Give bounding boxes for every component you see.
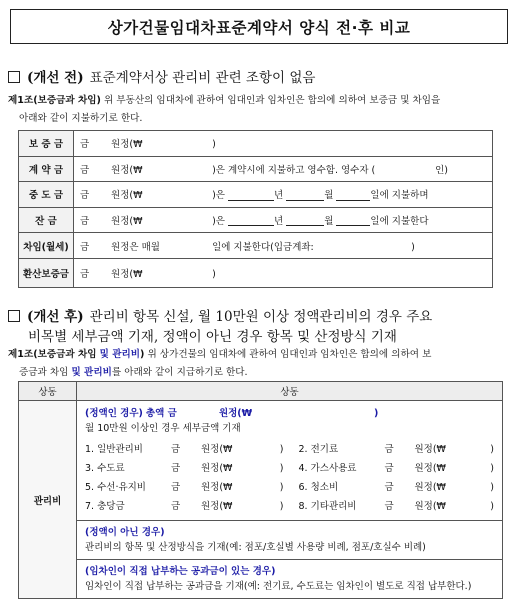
fixed-total-label: 총액 금	[145, 408, 177, 419]
cell-text: )은	[212, 190, 225, 202]
fee-item-close: )	[279, 501, 284, 512]
fee-item-unit: 금	[171, 482, 181, 493]
fee-item	[290, 459, 495, 478]
header-left: 상동	[19, 382, 77, 401]
cell-text: 금	[80, 215, 90, 227]
blank-line	[228, 216, 274, 226]
table-row	[19, 207, 493, 233]
fee-item	[290, 497, 495, 516]
cell-text: 일에 지불한다	[370, 215, 429, 227]
fee-item-name: 8. 기타관리비	[298, 501, 357, 512]
before-clause-line2: 아래와 같이 지불하기로 한다.	[19, 113, 143, 124]
nonfixed-text: 관리비의 항목 및 산정방식을 기재(예: 점포/호실별 사용량 비례, 점포/호실수 비례)	[85, 542, 426, 553]
table-header-row	[19, 382, 503, 401]
fee-item-name: 7. 충당금	[85, 501, 125, 512]
row-label: 계 약 금	[19, 156, 74, 182]
nonfixed-title: (정액이 아닌 경우)	[85, 527, 165, 538]
after-clause-emphasis-2: 및 관리비	[71, 367, 112, 378]
row-content	[74, 182, 493, 208]
row-content	[74, 259, 493, 288]
table-row	[19, 401, 503, 521]
blank-line	[228, 191, 274, 201]
table-row	[19, 131, 493, 157]
header-right: 상동	[77, 382, 503, 401]
cell-text: 월	[324, 215, 334, 227]
cell-text: )은	[212, 215, 225, 227]
fee-item-amount: 원정(₩	[201, 463, 233, 474]
cell-text: 원정(₩	[111, 139, 143, 151]
cell-text: 원정(₩	[111, 190, 143, 202]
tenant-text: 임차인이 직접 납부하는 공과금을 기재(예: 전기료, 수도료는 임차인이 별도로 직접 납부한다.)	[85, 581, 472, 592]
fee-item-close: )	[490, 444, 494, 455]
after-clause-title: 제1조(보증금과 차임	[8, 349, 97, 360]
table-row	[19, 233, 493, 259]
blank-line	[286, 216, 324, 226]
fee-item-name: 6. 청소비	[298, 482, 339, 493]
after-heading	[8, 307, 432, 347]
checkbox-icon	[8, 310, 20, 322]
fee-item-name: 2. 전기료	[298, 444, 339, 455]
before-payment-table	[18, 130, 493, 288]
table-row	[19, 560, 503, 599]
row-label: 잔 금	[19, 207, 74, 233]
blank-line	[336, 216, 370, 226]
document-title: 상가건물임대차표준계약서 양식 전·후 비교	[107, 18, 411, 37]
cell-text: 금	[80, 269, 90, 280]
blank-line	[286, 191, 324, 201]
after-heading-label: (개선 후)	[27, 309, 84, 325]
after-clause-line1: 위 상가건물의 임대차에 관하여 임대인과 임차인은 합의에 의하여 보	[147, 349, 432, 360]
cell-text: 원정(₩	[111, 215, 143, 227]
row-label: 중 도 금	[19, 182, 74, 208]
fixed-note: 월 10만원 이상인 경우 세부금액 기재	[85, 423, 241, 434]
fee-item-amount: 원정(₩	[201, 444, 233, 455]
nonfixed-fee-cell	[77, 521, 503, 560]
fee-item-close: )	[490, 501, 494, 512]
fee-item-amount: 원정(₩	[201, 501, 233, 512]
fee-item	[85, 497, 290, 516]
fee-item-amount: 원정(₩	[201, 482, 233, 493]
fee-item-unit: 금	[171, 444, 181, 455]
fee-items-grid	[85, 440, 494, 516]
fixed-title: (정액인 경우)	[85, 408, 143, 419]
fee-item	[290, 440, 495, 459]
fee-item-amount: 원정(₩	[414, 501, 446, 512]
cell-text: 년	[273, 215, 284, 227]
fee-item-unit: 금	[384, 482, 394, 493]
cell-text: 일에 지불하며	[370, 190, 429, 202]
table-row	[19, 156, 493, 182]
cell-text: 금	[80, 164, 90, 176]
fee-item-unit: 금	[171, 501, 181, 512]
before-clause	[8, 92, 510, 128]
cell-text: )	[212, 139, 216, 151]
after-heading-text-1: 관리비 항목 신설, 월 10만원 이상 정액관리비의 경우 주요	[89, 309, 433, 325]
cell-text: )	[411, 241, 415, 253]
fee-item-close: )	[279, 444, 284, 455]
after-payment-table	[18, 381, 503, 599]
fee-item-amount: 원정(₩	[414, 463, 446, 474]
row-content	[74, 156, 493, 182]
cell-text: 인)	[435, 164, 448, 176]
fee-item-amount: 원정(₩	[414, 444, 446, 455]
fee-item-unit: 금	[171, 463, 181, 474]
fee-item-name: 4. 가스사용료	[298, 463, 357, 474]
fixed-total-won: 원정(₩	[218, 408, 253, 419]
before-heading	[8, 66, 315, 86]
after-heading-text-2: 비목별 세부금액 기재, 정액이 아닌 경우 항목 및 산정방식 기재	[28, 329, 397, 345]
fee-item-amount: 원정(₩	[414, 482, 446, 493]
fee-item-name: 5. 수선·유지비	[85, 482, 146, 493]
table-row	[19, 521, 503, 560]
row-label: 보 증 금	[19, 131, 74, 157]
after-clause-line2-a: 증금과 차임	[19, 367, 69, 378]
side-label: 관리비	[19, 401, 77, 599]
row-content	[74, 207, 493, 233]
fee-item	[290, 478, 495, 497]
row-label: 환산보증금	[19, 259, 74, 288]
table-row	[19, 182, 493, 208]
after-clause-line2	[8, 364, 510, 382]
fixed-fee-cell	[77, 401, 503, 521]
fee-item-name: 3. 수도료	[85, 463, 125, 474]
fee-item-unit: 금	[384, 501, 394, 512]
cell-text: 일에 지불한다(입금계좌:	[212, 241, 314, 253]
after-clause-emphasis: 및 관리비	[99, 349, 141, 360]
cell-text: 금	[80, 241, 90, 253]
after-clause-line2-b: 를 아래와 같이 지급하기로 한다.	[111, 367, 248, 378]
before-heading-label: (개선 전)	[27, 70, 84, 86]
cell-text: 금	[80, 139, 90, 151]
before-heading-text: 표준계약서상 관리비 관련 조항이 없음	[89, 70, 316, 86]
fee-item	[85, 459, 290, 478]
fee-item-close: )	[279, 482, 284, 493]
cell-text: 원정(₩	[111, 269, 143, 280]
tenant-direct-cell	[77, 560, 503, 599]
fee-item-close: )	[490, 482, 494, 493]
fee-item-unit: 금	[384, 444, 394, 455]
row-content	[74, 131, 493, 157]
table-row	[19, 259, 493, 288]
tenant-title: (임차인이 직접 납부하는 공과금이 있는 경우)	[85, 566, 276, 577]
document-title-box	[10, 9, 508, 44]
row-content	[74, 233, 493, 259]
cell-text: 금	[80, 190, 90, 202]
fee-item-name: 1. 일반관리비	[85, 444, 143, 455]
after-clause	[8, 346, 510, 382]
after-clause-title-end: )	[140, 349, 145, 360]
cell-text: 원정(₩	[111, 164, 143, 176]
cell-text: 월	[324, 190, 334, 202]
fee-item-close: )	[490, 463, 494, 474]
fee-item	[85, 440, 290, 459]
fee-item	[85, 478, 290, 497]
fee-item-unit: 금	[384, 463, 394, 474]
cell-text: 원정은 매월	[111, 241, 160, 253]
fee-item-close: )	[279, 463, 284, 474]
cell-text: )은 계약시에 지불하고 영수함. 영수자 (	[212, 164, 376, 176]
cell-text: )	[212, 269, 216, 280]
before-clause-line1: 위 부동산의 임대차에 관하여 임대인과 임차인은 합의에 의하여 보증금 및 차임을	[104, 95, 441, 106]
checkbox-icon	[8, 71, 20, 83]
cell-text: 년	[273, 190, 284, 202]
fixed-total-close: )	[373, 408, 379, 419]
before-clause-title: 제1조(보증금과 차임)	[8, 95, 101, 106]
blank-line	[336, 191, 370, 201]
row-label: 차임(월세)	[19, 233, 74, 259]
